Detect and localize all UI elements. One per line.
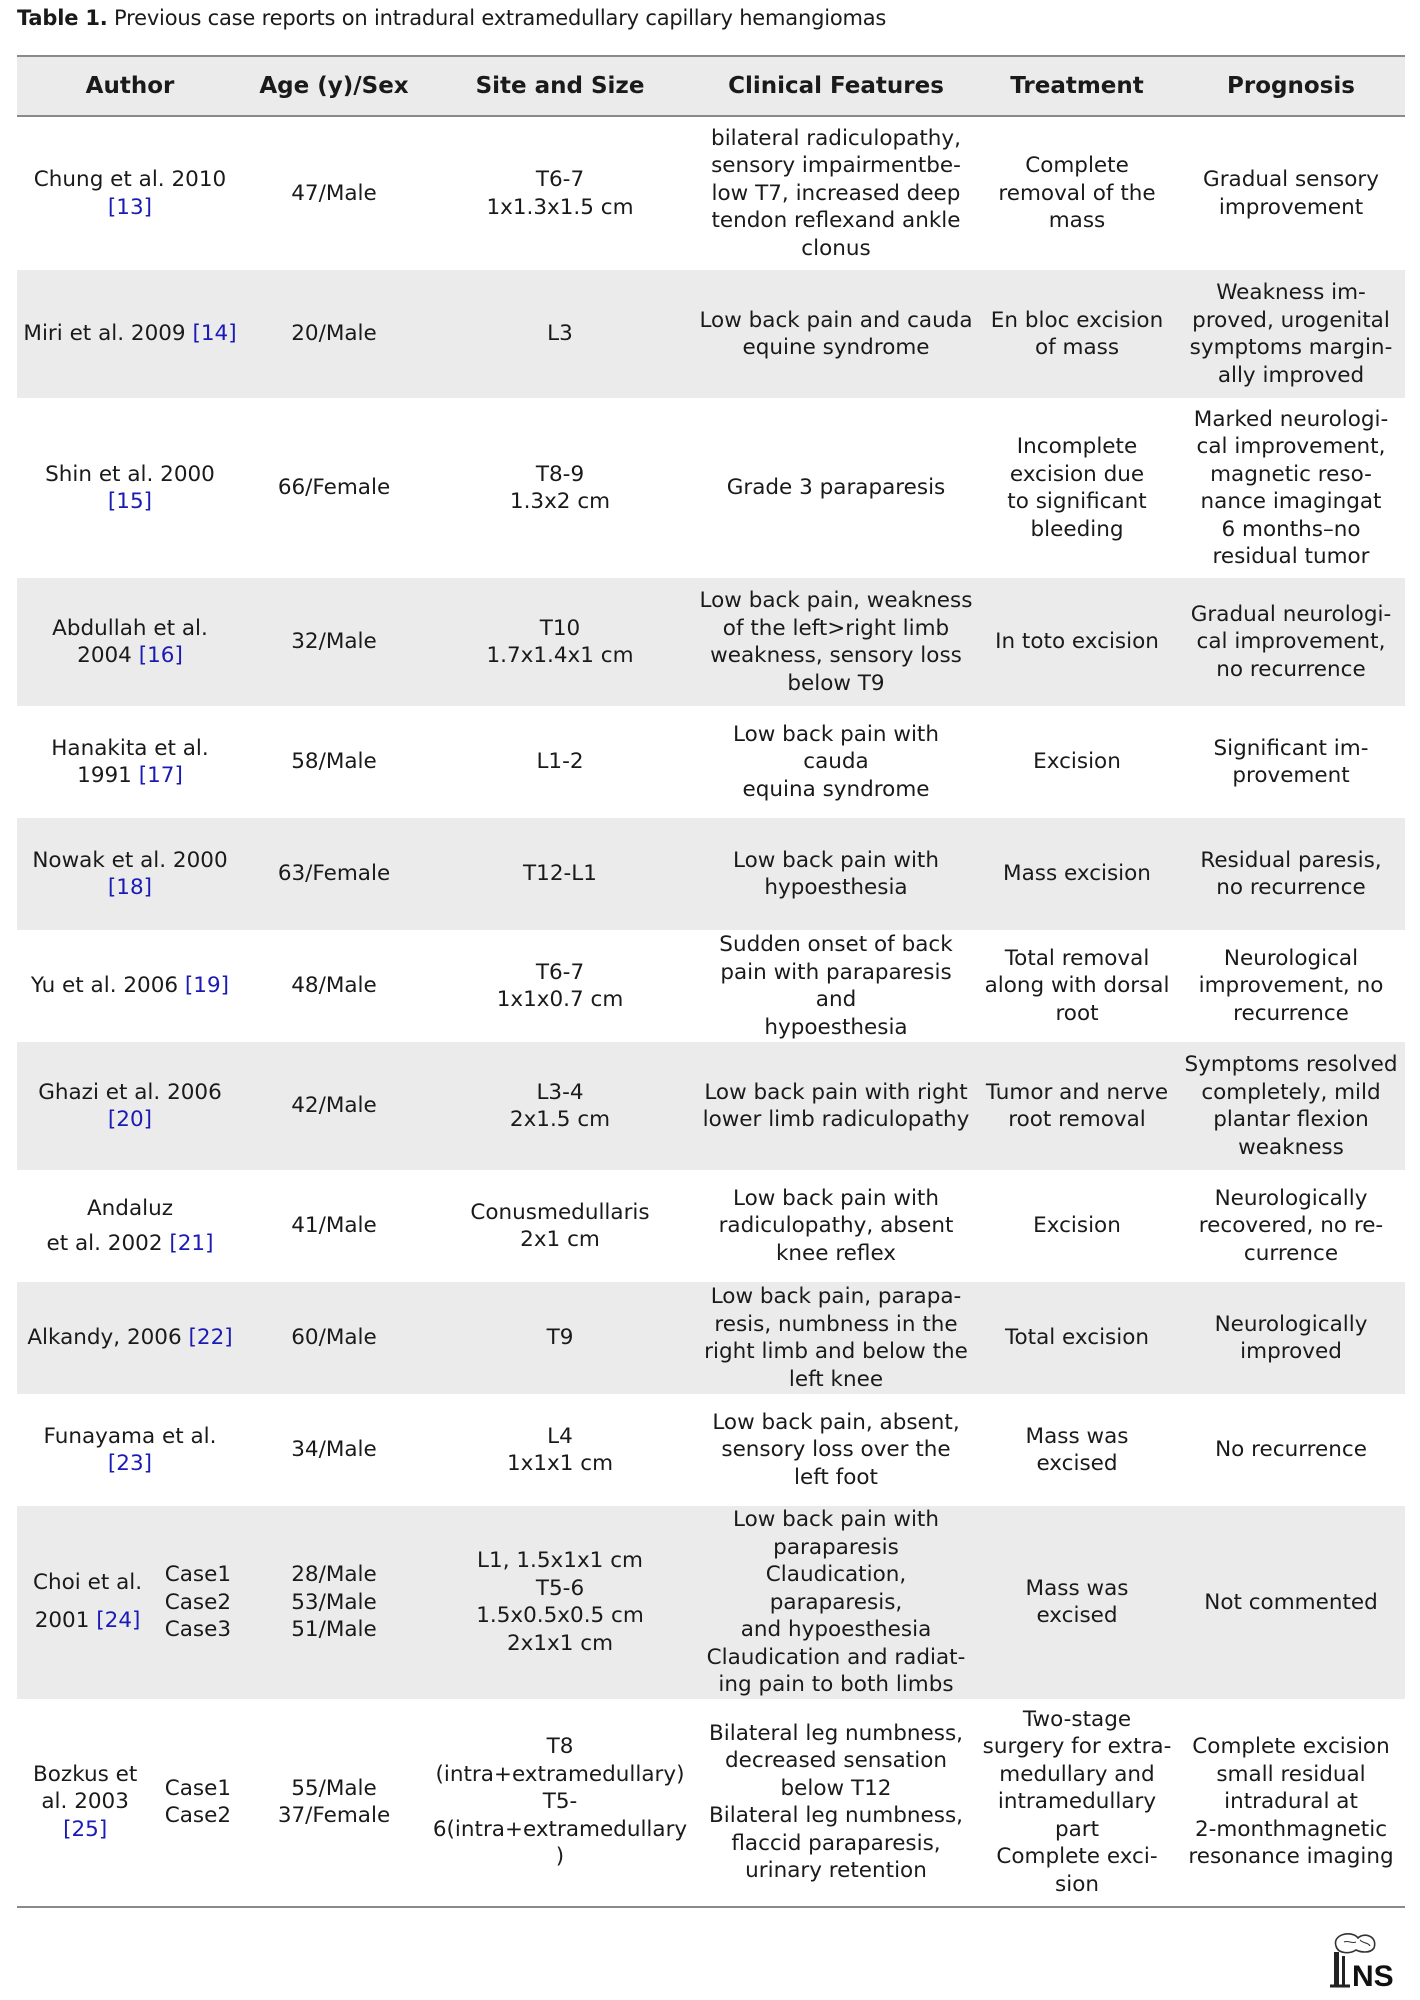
- site-size-cell: [425, 1282, 695, 1394]
- treatment-cell-line: Excision: [1033, 1213, 1121, 1239]
- site-size-cell-line: T6-7: [535, 959, 585, 985]
- prognosis-cell: [1177, 578, 1405, 706]
- prognosis-cell-line: proved, urogenital: [1192, 307, 1390, 333]
- clinical-features-cell-line: Sudden onset of back: [719, 932, 953, 957]
- age-sex-cell: [243, 930, 425, 1042]
- site-size-cell: [425, 930, 695, 1042]
- table-row: [17, 1042, 1405, 1170]
- site-size-cell-line: (intra+extramedullary): [435, 1761, 685, 1787]
- site-size-cell-line: L1, 1.5x1x1 cm: [477, 1548, 643, 1574]
- site-size-cell-line: 1x1.3x1.5 cm: [486, 194, 634, 220]
- prognosis-cell-line: No recurrence: [1215, 1437, 1367, 1463]
- header-row: [17, 56, 1405, 116]
- age-sex-cell-line: 60/Male: [291, 1325, 377, 1351]
- clinical-features-cell-line: knee reflex: [775, 1240, 897, 1266]
- site-size-cell-line: 1x1x0.7 cm: [496, 987, 624, 1012]
- site-size-cell-line: 1.5x0.5x0.5 cm: [476, 1603, 644, 1629]
- age-sex-cell: [243, 1282, 425, 1394]
- site-size-cell-line: 2x1 cm: [520, 1227, 600, 1252]
- clinical-features-cell-line: Bilateral leg numbness,: [709, 1720, 963, 1746]
- age-sex-cell: [243, 398, 425, 578]
- prognosis-cell: [1177, 116, 1405, 270]
- prognosis-cell-line: resonance imaging: [1188, 1844, 1394, 1870]
- clinical-features-cell-line: decreased sensation: [725, 1748, 947, 1773]
- treatment-cell-line: Excision: [1033, 749, 1121, 775]
- prognosis-cell: [1177, 1699, 1405, 1907]
- header-prognosis: Prognosis: [1177, 56, 1405, 116]
- prognosis-cell-line: 2-monthmagnetic: [1194, 1816, 1388, 1842]
- prognosis-cell-line: symptoms margin-: [1189, 335, 1393, 360]
- site-size-cell: [425, 1170, 695, 1282]
- clinical-features-cell: [695, 1170, 977, 1282]
- age-sex-cell: [243, 1170, 425, 1282]
- author-name-cont: 1991: [77, 763, 132, 788]
- age-sex-cell-line: 32/Male: [291, 629, 377, 655]
- clinical-features-cell: [695, 116, 977, 270]
- clinical-features-cell: [695, 818, 977, 930]
- prognosis-cell-line: Significant im-: [1213, 735, 1369, 761]
- table-row: [17, 1394, 1405, 1506]
- age-sex-cell: [243, 1506, 425, 1699]
- prognosis-cell: [1177, 818, 1405, 930]
- age-sex-cell-line: 63/Female: [277, 861, 391, 887]
- prognosis-cell: [1177, 1170, 1405, 1282]
- site-size-cell: [425, 818, 695, 930]
- author-cell: [17, 1506, 243, 1699]
- site-size-cell-line: T8-9: [535, 461, 585, 487]
- treatment-cell-line: Complete exci-: [996, 1844, 1158, 1870]
- reference-link[interactable]: [23]: [107, 1451, 153, 1476]
- clinical-features-cell-line: left knee: [788, 1366, 884, 1392]
- clinical-features-cell-line: tendon reflexand ankle: [711, 208, 961, 234]
- prognosis-cell-line: magnetic reso-: [1210, 461, 1372, 487]
- author-name: Yu et al. 2006: [30, 973, 179, 999]
- prognosis-cell-line: weakness: [1238, 1134, 1344, 1160]
- reference-link[interactable]: [13]: [107, 194, 153, 220]
- site-size-cell-line: T5-6: [535, 1575, 585, 1601]
- prognosis-cell-line: currence: [1243, 1240, 1339, 1266]
- author-name: Funayama et al.: [43, 1423, 217, 1449]
- age-sex-cell-line: 42/Male: [291, 1093, 377, 1119]
- author-cell: [17, 706, 243, 818]
- treatment-cell-line: root: [1055, 1000, 1099, 1026]
- clinical-features-cell-line: below T12: [780, 1775, 892, 1801]
- treatment-cell-line: of mass: [1034, 335, 1120, 360]
- clinical-features-cell-line: Claudication, paraparesis,: [765, 1562, 907, 1615]
- prognosis-cell: [1177, 398, 1405, 578]
- prognosis-cell-line: no recurrence: [1216, 656, 1366, 682]
- treatment-cell-line: Mass excision: [1003, 861, 1151, 887]
- treatment-cell-line: mass: [1048, 208, 1106, 234]
- clinical-features-cell: [695, 578, 977, 706]
- clinical-features-cell-line: resis, numbness in the: [714, 1311, 958, 1337]
- clinical-features-cell-line: Low back pain with: [733, 1507, 939, 1532]
- treatment-cell: [977, 930, 1177, 1042]
- site-size-cell: [425, 116, 695, 270]
- age-sex-cell: [243, 1699, 425, 1907]
- site-size-cell-line: T8: [546, 1734, 574, 1760]
- age-sex-cell: [243, 818, 425, 930]
- site-size-cell: [425, 1506, 695, 1699]
- treatment-cell-line: intramedullary: [997, 1789, 1157, 1815]
- author-name-cont: al. 2003: [41, 1789, 129, 1815]
- reference-link[interactable]: [14]: [192, 321, 237, 347]
- case-label: Case2: [164, 1589, 231, 1615]
- clinical-features-cell: [695, 398, 977, 578]
- clinical-features-cell-line: sensory impairmentbe-: [711, 153, 961, 179]
- prognosis-cell-line: Not commented: [1204, 1589, 1378, 1615]
- author-cell: [17, 270, 243, 398]
- clinical-features-cell-line: Low back pain with: [733, 847, 939, 873]
- author-cell: [17, 818, 243, 930]
- age-sex-cell-line: 28/Male: [291, 1562, 377, 1587]
- treatment-cell-line: Two-stage: [1022, 1706, 1132, 1732]
- table-row: [17, 930, 1405, 1042]
- author-name: Choi et al.: [33, 1570, 143, 1596]
- treatment-cell-line: Mass was: [1025, 1423, 1129, 1449]
- table-row: [17, 1170, 1405, 1282]
- prognosis-cell-line: completely, mild: [1201, 1079, 1381, 1105]
- clinical-features-cell-line: Low back pain, absent,: [712, 1409, 960, 1435]
- treatment-cell-line: excision due: [1009, 461, 1145, 487]
- treatment-cell: [977, 398, 1177, 578]
- table-row: [17, 578, 1405, 706]
- clinical-features-cell-line: clonus: [801, 235, 871, 261]
- age-sex-cell: [243, 270, 425, 398]
- treatment-cell-line: Total removal: [1004, 945, 1150, 971]
- prognosis-cell-line: cal improvement,: [1196, 434, 1386, 459]
- age-sex-cell: [243, 578, 425, 706]
- prognosis-cell: [1177, 1394, 1405, 1506]
- clinical-features-cell: [695, 1699, 977, 1907]
- clinical-features-cell-line: flaccid paraparesis,: [731, 1830, 941, 1856]
- table-row: [17, 398, 1405, 578]
- prognosis-cell: [1177, 930, 1405, 1042]
- header-site-size: Site and Size: [425, 56, 695, 116]
- table-row: [17, 818, 1405, 930]
- site-size-cell: [425, 1394, 695, 1506]
- treatment-cell: [977, 1394, 1177, 1506]
- site-size-cell: [425, 398, 695, 578]
- header-treatment: Treatment: [977, 56, 1177, 116]
- author-cell: [17, 1042, 243, 1170]
- site-size-cell-line: L3-4: [536, 1079, 584, 1105]
- treatment-cell: [977, 1506, 1177, 1699]
- treatment-cell-line: sion: [1055, 1871, 1099, 1897]
- age-sex-cell-line: 53/Male: [291, 1589, 377, 1615]
- clinical-features-cell-line: and hypoesthesia: [740, 1617, 932, 1642]
- treatment-cell: [977, 1699, 1177, 1907]
- prognosis-cell-line: small residual: [1216, 1761, 1366, 1787]
- author-cell: [17, 1170, 243, 1282]
- treatment-cell-line: Total excision: [1005, 1325, 1149, 1351]
- reference-link[interactable]: [15]: [107, 489, 153, 514]
- site-size-cell-line: L4: [547, 1423, 573, 1449]
- prognosis-cell-line: recurrence: [1233, 1000, 1349, 1026]
- clinical-features-cell-line: low T7, increased deep: [711, 180, 961, 206]
- author-name-cont: et al. 2002: [46, 1231, 163, 1256]
- author-cell: [17, 1394, 243, 1506]
- age-sex-cell: [243, 706, 425, 818]
- prognosis-cell: [1177, 706, 1405, 818]
- clinical-features-cell: [695, 706, 977, 818]
- reference-link[interactable]: [24]: [96, 1608, 141, 1634]
- treatment-cell-line: removal of the: [998, 180, 1156, 206]
- reference-link[interactable]: [22]: [188, 1325, 233, 1351]
- clinical-features-cell-line: pain with paraparesis and: [720, 959, 952, 1012]
- age-sex-cell-line: 41/Male: [291, 1213, 377, 1239]
- prognosis-cell-line: residual tumor: [1212, 544, 1370, 569]
- author-name-cont: 2001: [34, 1608, 90, 1634]
- author-name: Alkandy, 2006: [27, 1325, 182, 1351]
- treatment-cell-line: bleeding: [1030, 516, 1124, 542]
- treatment-cell-line: En bloc excision: [990, 307, 1164, 333]
- case-label: Case1: [164, 1775, 231, 1801]
- case-label: Case1: [164, 1562, 231, 1587]
- site-size-cell: [425, 270, 695, 398]
- clinical-features-cell-line: hypoesthesia: [764, 875, 908, 900]
- clinical-features-cell-line: Bilateral leg numbness,: [709, 1803, 963, 1828]
- treatment-cell-line: root removal: [1008, 1107, 1146, 1132]
- case-label: Case2: [164, 1803, 231, 1828]
- author-cell: [17, 398, 243, 578]
- clinical-features-cell-line: Grade 3 paraparesis: [726, 475, 946, 501]
- prognosis-cell-line: 6 months–no: [1221, 516, 1361, 542]
- treatment-cell: [977, 578, 1177, 706]
- clinical-features-cell-line: ing pain to both limbs: [718, 1672, 954, 1697]
- site-size-cell-line: 1x1x1 cm: [506, 1451, 614, 1476]
- site-size-cell-line: 1.7x1.4x1 cm: [486, 643, 634, 668]
- author-name-cont: 2004: [77, 643, 132, 668]
- table-caption: [17, 4, 886, 32]
- site-size-cell-line: T10: [539, 615, 581, 641]
- site-size-cell-line: T9: [546, 1325, 574, 1351]
- header-author: Author: [17, 56, 243, 116]
- table-row: [17, 270, 1405, 398]
- site-size-cell-line: T6-7: [535, 167, 585, 192]
- treatment-cell: [977, 706, 1177, 818]
- prognosis-cell-line: Complete excision: [1192, 1734, 1390, 1760]
- age-sex-cell-line: 66/Female: [277, 475, 391, 501]
- clinical-features-cell-line: right limb and below the: [704, 1339, 968, 1364]
- author-name: Hanakita et al.: [51, 735, 209, 761]
- clinical-features-cell-line: equine syndrome: [742, 335, 930, 360]
- case-reports-table: [17, 55, 1405, 1908]
- treatment-cell: [977, 1282, 1177, 1394]
- clinical-features-cell-line: Low back pain with right: [704, 1079, 968, 1105]
- prognosis-cell-line: Neurologically: [1214, 1311, 1368, 1337]
- treatment-cell: [977, 270, 1177, 398]
- treatment-cell: [977, 1042, 1177, 1170]
- treatment-cell-line: Tumor and nerve: [985, 1079, 1169, 1105]
- author-name: Nowak et al. 2000: [32, 847, 228, 873]
- header-age-sex: Age (y)/Sex: [243, 56, 425, 116]
- author-cell: [17, 1699, 243, 1907]
- age-sex-cell-line: 55/Male: [291, 1775, 377, 1801]
- clinical-features-cell-line: lower limb radiculopathy: [702, 1107, 970, 1132]
- treatment-cell-line: Complete: [1025, 153, 1129, 179]
- treatment-cell-line: surgery for extra-: [982, 1734, 1172, 1760]
- reference-link[interactable]: [21]: [169, 1231, 214, 1256]
- prognosis-cell-line: improvement, no: [1198, 973, 1384, 999]
- clinical-features-cell-line: Claudication and radiat-: [706, 1644, 966, 1670]
- prognosis-cell: [1177, 270, 1405, 398]
- header-clinical-features: Clinical Features: [695, 56, 977, 116]
- site-size-cell-line: 2x1x1 cm: [506, 1630, 614, 1656]
- prognosis-cell: [1177, 1042, 1405, 1170]
- treatment-cell-line: In toto excision: [995, 629, 1159, 655]
- age-sex-cell-line: 48/Male: [291, 973, 377, 999]
- treatment-cell-line: along with dorsal: [984, 973, 1170, 999]
- treatment-cell-line: excised: [1036, 1603, 1118, 1629]
- treatment-cell-line: excised: [1036, 1451, 1118, 1476]
- reference-link[interactable]: [16]: [138, 643, 183, 668]
- prognosis-cell-line: recovered, no re-: [1198, 1213, 1384, 1239]
- author-name: Ghazi et al. 2006: [38, 1079, 222, 1105]
- age-sex-cell: [243, 116, 425, 270]
- clinical-features-cell: [695, 1394, 977, 1506]
- treatment-cell: [977, 818, 1177, 930]
- prognosis-cell-line: no recurrence: [1216, 875, 1366, 900]
- site-size-cell: [425, 1699, 695, 1907]
- reference-link[interactable]: [20]: [107, 1107, 153, 1132]
- prognosis-cell-line: Weakness im-: [1216, 280, 1366, 305]
- clinical-features-cell: [695, 930, 977, 1042]
- age-sex-cell: [243, 1394, 425, 1506]
- prognosis-cell-line: intradural at: [1224, 1789, 1358, 1815]
- treatment-cell-line: medullary and: [999, 1761, 1155, 1787]
- reference-link[interactable]: [17]: [138, 763, 183, 788]
- caption-text: Previous case reports on intradural extramedullary capillary hemangiomas: [114, 6, 887, 30]
- table-row: [17, 1506, 1405, 1699]
- site-size-cell-line: 1.3x2 cm: [509, 489, 611, 514]
- table-row: [17, 1282, 1405, 1394]
- prognosis-cell-line: plantar flexion: [1213, 1107, 1369, 1132]
- clinical-features-cell-line: equina syndrome: [742, 776, 930, 802]
- clinical-features-cell: [695, 270, 977, 398]
- age-sex-cell-line: 51/Male: [291, 1617, 377, 1642]
- prognosis-cell-line: cal improvement,: [1196, 629, 1386, 655]
- site-size-cell-line: 6(intra+extramedullary): [432, 1816, 688, 1870]
- prognosis-cell-line: ally improved: [1217, 362, 1365, 388]
- clinical-features-cell-line: bilateral radiculopathy,: [711, 125, 961, 151]
- clinical-features-cell-line: Low back pain and cauda: [699, 307, 973, 333]
- age-sex-cell: [243, 1042, 425, 1170]
- author-name: Andaluz: [86, 1195, 174, 1221]
- treatment-cell-line: part: [1054, 1816, 1100, 1842]
- prognosis-cell-line: Marked neurologi-: [1193, 406, 1389, 432]
- table-row: [17, 116, 1405, 270]
- prognosis-cell-line: Gradual sensory: [1203, 167, 1379, 192]
- clinical-features-cell-line: left foot: [794, 1464, 878, 1490]
- prognosis-cell-line: Neurological: [1223, 945, 1359, 971]
- prognosis-cell-line: Symptoms resolved: [1184, 1052, 1398, 1077]
- reference-link[interactable]: [19]: [184, 973, 230, 999]
- reference-link[interactable]: [25]: [63, 1816, 108, 1842]
- clinical-features-cell-line: Low back pain, parapa-: [710, 1284, 962, 1309]
- clinical-features-cell: [695, 1282, 977, 1394]
- age-sex-cell-line: 20/Male: [291, 321, 377, 347]
- treatment-cell-line: to significant: [1007, 489, 1147, 514]
- clinical-features-cell: [695, 1042, 977, 1170]
- reference-link[interactable]: [18]: [107, 875, 153, 900]
- clinical-features-cell-line: weakness, sensory loss: [710, 643, 962, 668]
- site-size-cell-line: T5-: [542, 1789, 578, 1815]
- caption-label: Table 1.: [17, 6, 108, 30]
- author-name: Abdullah et al.: [52, 615, 208, 641]
- treatment-cell: [977, 116, 1177, 270]
- clinical-features-cell: [695, 1506, 977, 1699]
- author-cell: [17, 116, 243, 270]
- author-name: Miri et al. 2009: [23, 321, 186, 347]
- clinical-features-cell-line: below T9: [787, 670, 885, 696]
- site-size-cell: [425, 578, 695, 706]
- site-size-cell: [425, 1042, 695, 1170]
- clinical-features-cell-line: Low back pain with: [733, 1185, 939, 1211]
- site-size-cell-line: T12-L1: [523, 861, 597, 887]
- case-label: Case3: [164, 1617, 231, 1642]
- clinical-features-cell-line: paraparesis: [773, 1534, 899, 1560]
- table-row: [17, 1699, 1405, 1907]
- prognosis-cell-line: nance imagingat: [1200, 489, 1382, 514]
- author-cell: [17, 1282, 243, 1394]
- age-sex-cell-line: 37/Female: [277, 1803, 391, 1828]
- prognosis-cell-line: Gradual neurologi-: [1190, 601, 1392, 627]
- prognosis-cell: [1177, 1506, 1405, 1699]
- author-cell: [17, 578, 243, 706]
- author-cell: [17, 930, 243, 1042]
- prognosis-cell-line: provement: [1232, 763, 1350, 788]
- site-size-cell-line: L3: [547, 321, 573, 347]
- age-sex-cell-line: 58/Male: [291, 749, 377, 775]
- logo-text: NS: [1352, 1960, 1394, 1992]
- prognosis-cell-line: improvement: [1218, 194, 1364, 220]
- clinical-features-cell-line: radiculopathy, absent: [718, 1213, 954, 1239]
- prognosis-cell-line: improved: [1240, 1339, 1342, 1364]
- treatment-cell-line: Incomplete: [1016, 434, 1138, 459]
- prognosis-cell: [1177, 1282, 1405, 1394]
- clinical-features-cell-line: hypoesthesia: [764, 1014, 908, 1040]
- site-size-cell: [425, 706, 695, 818]
- author-name: Bozkus et: [33, 1761, 138, 1787]
- age-sex-cell-line: 34/Male: [291, 1437, 377, 1463]
- journal-logo: [1322, 1928, 1402, 1992]
- site-size-cell-line: 2x1.5 cm: [509, 1107, 611, 1132]
- author-name: Shin et al. 2000: [45, 461, 215, 487]
- clinical-features-cell-line: Low back pain, weakness: [699, 588, 973, 613]
- author-name: Chung et al. 2010: [33, 167, 227, 192]
- treatment-cell-line: Mass was: [1025, 1575, 1129, 1601]
- clinical-features-cell-line: urinary retention: [745, 1858, 927, 1883]
- clinical-features-cell-line: sensory loss over the: [721, 1437, 951, 1463]
- clinical-features-cell-line: of the left>right limb: [722, 615, 950, 641]
- site-size-cell-line: Conusmedullaris: [470, 1199, 650, 1225]
- prognosis-cell-line: Residual paresis,: [1200, 847, 1382, 873]
- age-sex-cell-line: 47/Male: [291, 180, 377, 206]
- table-row: [17, 706, 1405, 818]
- clinical-features-cell-line: Low back pain with cauda: [733, 721, 939, 775]
- prognosis-cell-line: Neurologically: [1214, 1185, 1368, 1211]
- treatment-cell: [977, 1170, 1177, 1282]
- site-size-cell-line: L1-2: [536, 749, 584, 775]
